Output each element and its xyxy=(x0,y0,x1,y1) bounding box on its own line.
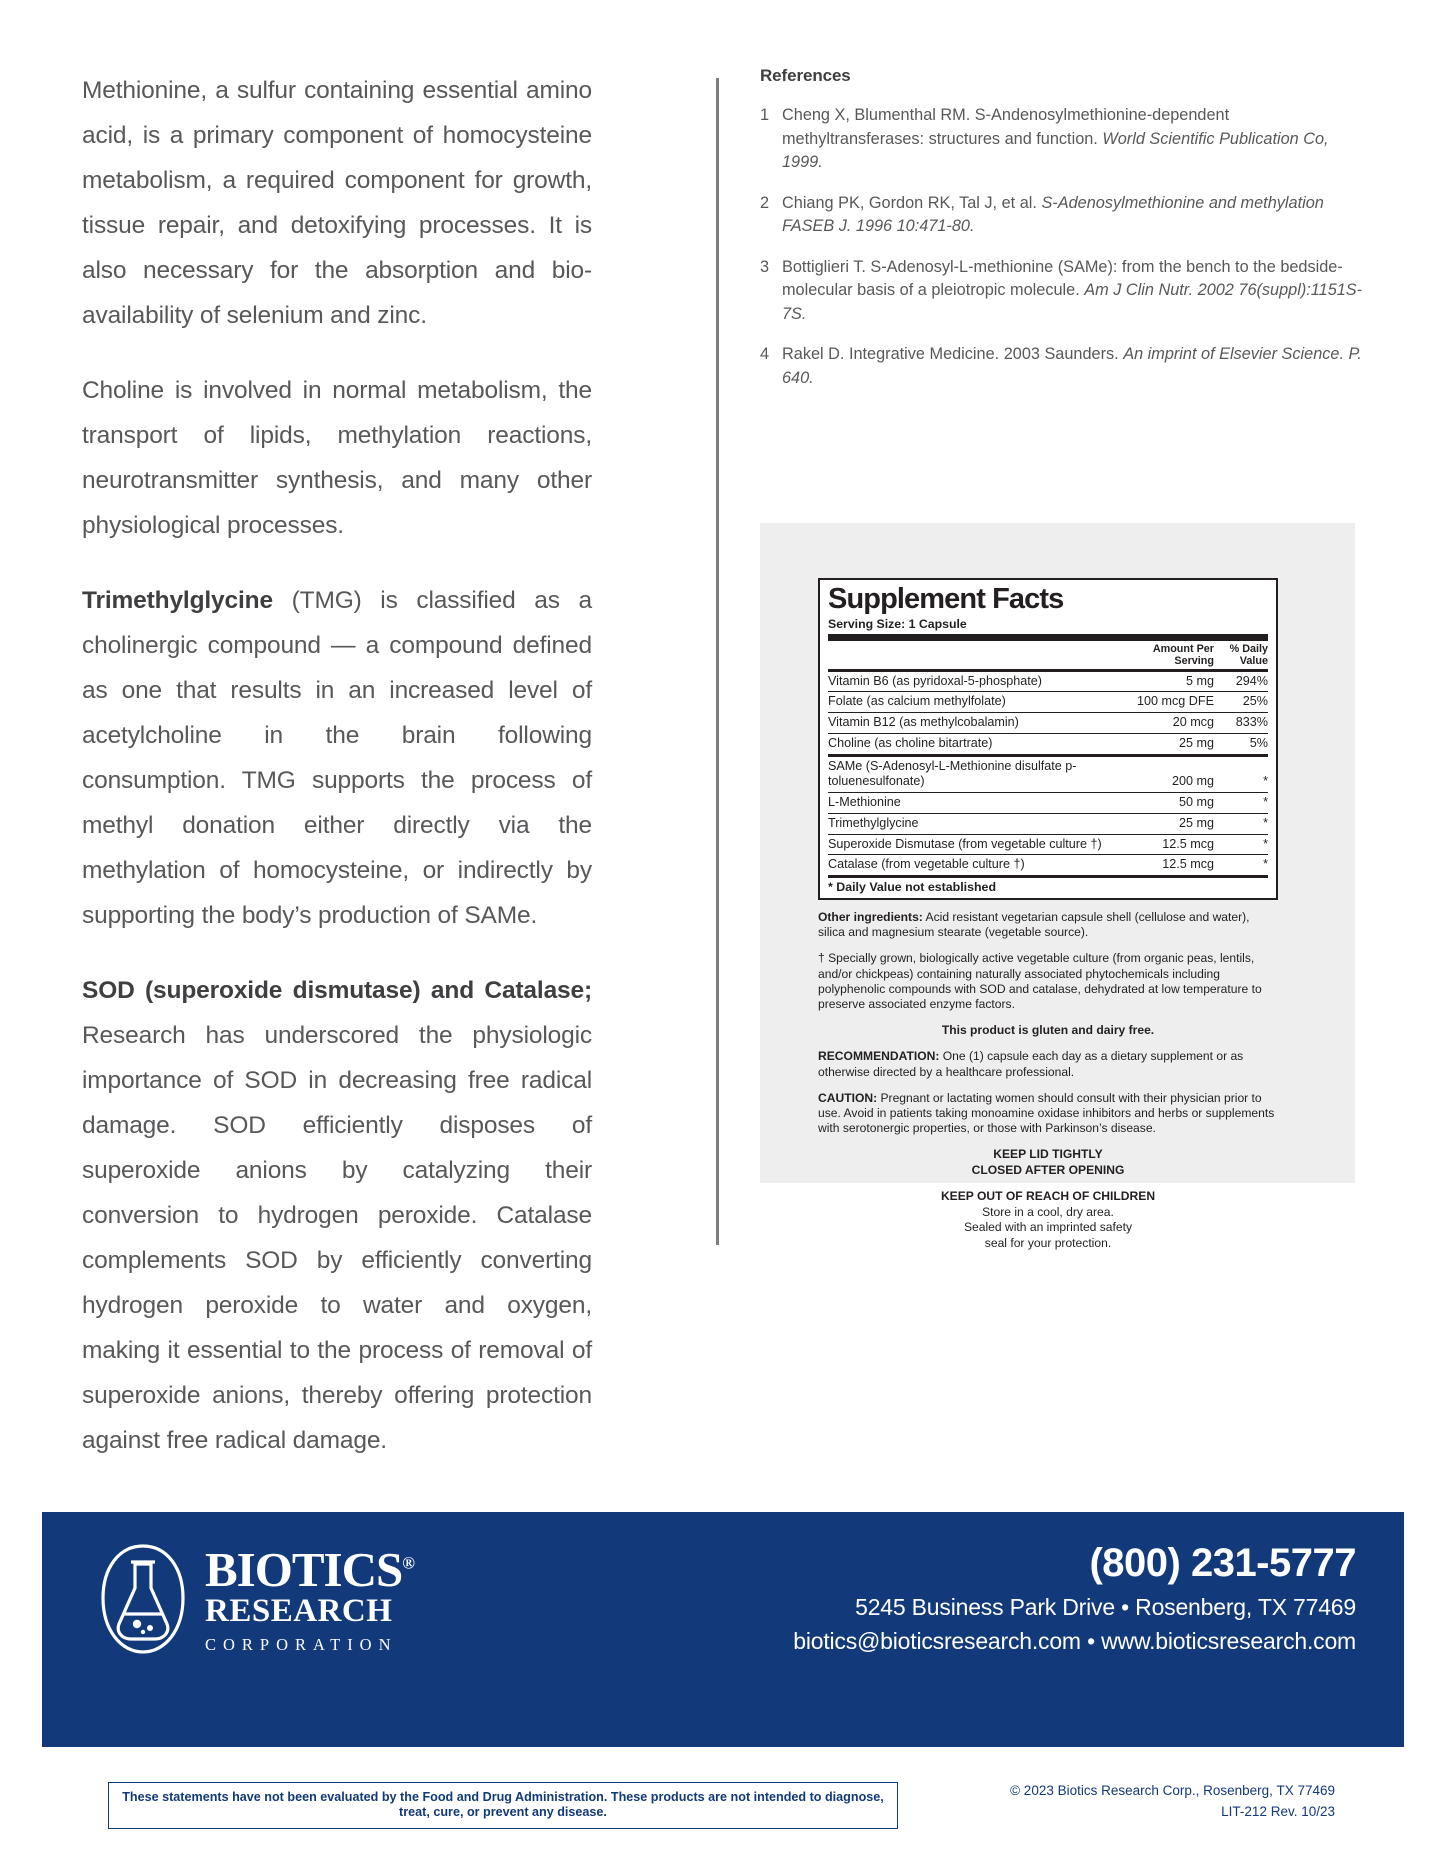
header-daily-value xyxy=(1214,641,1268,669)
brand-subname: RESEARCH xyxy=(205,1593,393,1629)
reference-text xyxy=(782,343,1370,390)
table-row xyxy=(828,793,1268,814)
header-amount-per-serving xyxy=(1122,641,1214,669)
caution xyxy=(818,1091,1278,1137)
paragraph-lead: SOD (superoxide dismutase) and Catalase; xyxy=(82,977,592,1004)
storage-line1: Store in a cool, dry area. xyxy=(982,1204,1114,1219)
nutrient-name: SAMe (S-Adenosyl-L-Methionine disulfate p-toluenesulfonate) xyxy=(828,757,1122,793)
header-amount-line1: Amount Per xyxy=(1152,642,1214,655)
paragraph-text: Research has underscored the physiologic importance of SOD in decreasing free radical damage. SOD efficiently disposes of superoxide anions by catalyzing their conversion to hydrogen peroxide. Catalase complements SOD by efficiently converting hydrogen peroxide to water and oxygen, making it essential to the process of removal of superoxide anions, thereby offering protection against free radical damage. xyxy=(82,1022,592,1454)
nutrient-name: Choline (as choline bitartrate) xyxy=(828,735,993,750)
nutrient-amount: 12.5 mcg xyxy=(1122,834,1214,855)
phone-number[interactable]: (800) 231-5777 xyxy=(1089,1541,1356,1585)
reference-plain: Bottiglieri T. S-Adenosyl-L-methionine (SAMe): from the bench to the bedside- molecular basis of a pleiotropic molecule. xyxy=(782,257,1343,299)
table-spacer-row xyxy=(828,641,1268,669)
nutrient-amount: 20 mcg xyxy=(1122,713,1214,734)
copyright-line: © 2023 Biotics Research Corp., Rosenberg, TX 77469 xyxy=(1010,1783,1335,1798)
recommendation-label: RECOMMENDATION: xyxy=(818,1049,940,1064)
recommendation-text: One (1) capsule each day as a dietary supplement or as otherwise directed by a healthcare professional. xyxy=(818,1049,1244,1079)
reference-text xyxy=(782,104,1370,175)
supplement-facts-title: Supplement Facts xyxy=(828,583,1064,615)
reference-italic: S-Adenosylmethionine and methylation FASEB J. 1996 10:471-80. xyxy=(782,193,1324,235)
supplement-facts-notes xyxy=(818,910,1278,1262)
contact-block xyxy=(793,1540,1356,1658)
paragraph-lead: Trimethylglycine xyxy=(82,587,273,614)
other-ingredients xyxy=(818,910,1278,940)
daily-value-footnote: * Daily Value not established xyxy=(828,880,997,895)
header-dv-line1: % Daily xyxy=(1229,642,1268,655)
reference-item xyxy=(760,104,1370,175)
paragraph-text: (TMG) is classified as a cholinergic compound — a compound defined as one that results in an increased level of acetylcholine in the brain following consumption. TMG supports the process of methyl donation either directly via the methylation of homocysteine, or indirectly by supporting the body’s production of SAMe. xyxy=(82,587,592,929)
supplement-facts-container xyxy=(760,523,1355,1250)
lit-code: LIT-212 Rev. 10/23 xyxy=(1221,1804,1335,1819)
nutrient-amount: 50 mg xyxy=(1122,793,1214,814)
email-and-website[interactable]: biotics@bioticsresearch.com • www.bioticsresearch.com xyxy=(793,1628,1356,1654)
fda-disclaimer: These statements have not been evaluated by the Food and Drug Administration. These products are not intended to diagnose, treat, cure, or prevent any disease. xyxy=(108,1782,898,1829)
other-ingredients-label: Other ingredients: xyxy=(818,910,923,924)
serving-size: Serving Size: 1 Capsule xyxy=(828,616,967,631)
nutrient-dv: * xyxy=(1263,857,1268,872)
header-dv-line2: Value xyxy=(1239,654,1268,667)
nutrient-name: L-Methionine xyxy=(828,793,1122,814)
supplement-facts-panel xyxy=(818,578,1278,900)
caution-text: Pregnant or lactating women should consult with their physician prior to use. Avoid in patients taking monoamine oxidase inhibitors and herbs or supplements with serotonergic properties, or those with Parkinson’s disease. xyxy=(818,1090,1275,1136)
table-row xyxy=(828,672,1268,692)
paragraph-methionine xyxy=(82,68,592,338)
nutrient-name: Folate (as calcium methylfolate) xyxy=(828,692,1122,713)
nutrient-amount: 12.5 mcg xyxy=(1162,857,1214,872)
registered-mark-icon: ® xyxy=(402,1553,414,1573)
reference-italic: An imprint of Elsevier Science. P. 640. xyxy=(782,345,1362,387)
nutrient-dv: 5% xyxy=(1249,735,1268,750)
left-text-column xyxy=(82,68,592,1463)
nutrient-amount: 25 mg xyxy=(1122,813,1214,834)
brand-name-text: BIOTICS xyxy=(205,1542,403,1597)
table-row xyxy=(828,733,1268,753)
table-row xyxy=(828,834,1268,855)
paragraph-sod-catalase xyxy=(82,968,592,1463)
recommendation xyxy=(818,1049,1278,1079)
header-amount-line2: Serving xyxy=(1174,654,1214,667)
brand-corporation: CORPORATION xyxy=(205,1635,398,1654)
nutrient-amount: 25 mg xyxy=(1178,735,1214,750)
references-section xyxy=(760,66,1370,407)
table-row xyxy=(828,757,1268,793)
nutrient-dv: * xyxy=(1214,757,1268,793)
nutrient-amount: 5 mg xyxy=(1122,672,1214,692)
table-row xyxy=(828,855,1268,875)
table-row xyxy=(828,692,1268,713)
reference-number: 2 xyxy=(760,193,770,212)
nutrient-name: Trimethylglycine xyxy=(828,813,1122,834)
paragraph-choline xyxy=(82,368,592,548)
nutrient-dv: 25% xyxy=(1214,692,1268,713)
brand-logo xyxy=(97,1540,437,1660)
footer-band xyxy=(42,1512,1404,1747)
reference-plain: Cheng X, Blumenthal RM. S-Andenosylmethionine-dependent methyltransferases: structures and function. xyxy=(782,106,1230,148)
mailing-address: 5245 Business Park Drive • Rosenberg, TX 77469 xyxy=(855,1594,1356,1620)
keep-out-storage-note xyxy=(818,1189,1278,1251)
reference-number: 1 xyxy=(760,106,770,124)
nutrient-name: Catalase (from vegetable culture †) xyxy=(828,857,1025,872)
nutrient-dv: * xyxy=(1214,813,1268,834)
column-divider xyxy=(716,78,719,1245)
paragraph-text: Methionine, a sulfur containing essential amino acid, is a primary component of homocysteine metabolism, a required component for growth, tissue repair, and detoxifying processes. It is also necessary for the absorption and bio-availability of selenium and zinc. xyxy=(82,77,592,329)
nutrient-name: Superoxide Dismutase (from vegetable culture †) xyxy=(828,834,1122,855)
reference-text xyxy=(782,192,1370,239)
references-heading: References xyxy=(760,66,851,85)
caution-label: CAUTION: xyxy=(818,1090,878,1105)
reference-plain: Chiang PK, Gordon RK, Tal J, et al. xyxy=(782,193,1042,212)
keep-lid-note xyxy=(818,1147,1278,1178)
flask-icon xyxy=(97,1540,189,1663)
other-ingredients-text: Acid resistant vegetarian capsule shell (cellulose and water), silica and magnesium stearate (vegetable source). xyxy=(818,910,1250,940)
brand-name xyxy=(205,1542,414,1597)
reference-item xyxy=(760,192,1370,239)
storage-line3: seal for your protection. xyxy=(984,1235,1112,1250)
nutrient-dv: 833% xyxy=(1214,713,1268,734)
reference-italic: World Scientific Publication Co, 1999. xyxy=(782,129,1329,171)
table-row xyxy=(828,713,1268,734)
keep-lid-line1: KEEP LID TIGHTLY xyxy=(993,1147,1103,1162)
supplement-facts-table xyxy=(828,641,1268,669)
supplement-facts-group2 xyxy=(828,757,1268,875)
nutrient-amount: 200 mg xyxy=(1122,757,1214,793)
reference-item xyxy=(760,256,1370,327)
nutrient-dv: 294% xyxy=(1214,672,1268,692)
reference-plain: Rakel D. Integrative Medicine. 2003 Saunders. xyxy=(782,345,1124,363)
nutrient-name: Vitamin B12 (as methylcobalamin) xyxy=(828,713,1122,734)
nutrient-amount: 100 mcg DFE xyxy=(1122,692,1214,713)
nutrient-dv: * xyxy=(1214,793,1268,814)
rule-thick-top xyxy=(828,634,1268,641)
reference-number: 4 xyxy=(760,345,770,363)
paragraph-text: Choline is involved in normal metabolism, the transport of lipids, methylation reactions, neurotransmitter synthesis, and many other physiological processes. xyxy=(82,377,592,539)
reference-text xyxy=(782,256,1370,327)
keep-lid-line2: CLOSED AFTER OPENING xyxy=(971,1162,1125,1177)
brand-wordmark xyxy=(205,1542,414,1655)
storage-line2: Sealed with an imprinted safety xyxy=(963,1220,1133,1235)
spacer-cell xyxy=(828,641,1122,669)
paragraph-trimethylglycine xyxy=(82,578,592,938)
reference-number: 3 xyxy=(760,257,770,276)
reference-italic: Am J Clin Nutr. 2002 76(suppl):1151S-7S. xyxy=(782,281,1363,323)
copyright-block xyxy=(1010,1780,1335,1822)
table-row xyxy=(828,813,1268,834)
keep-out-line: KEEP OUT OF REACH OF CHILDREN xyxy=(940,1189,1156,1204)
nutrient-dv: * xyxy=(1214,834,1268,855)
reference-item xyxy=(760,343,1370,390)
nutrient-name: Vitamin B6 (as pyridoxal-5-phosphate) xyxy=(828,672,1122,692)
gluten-dairy-note: This product is gluten and dairy free. xyxy=(941,1023,1155,1038)
supplement-facts-group1 xyxy=(828,672,1268,754)
dagger-note: † Specially grown, biologically active vegetable culture (from organic peas, lentils, and/or chickpeas) containing naturally associated phytochemicals including polyphenolic compounds with SOD and catalase, dehydrated at low temperature to preserve associated enzyme factors. xyxy=(818,951,1262,1012)
